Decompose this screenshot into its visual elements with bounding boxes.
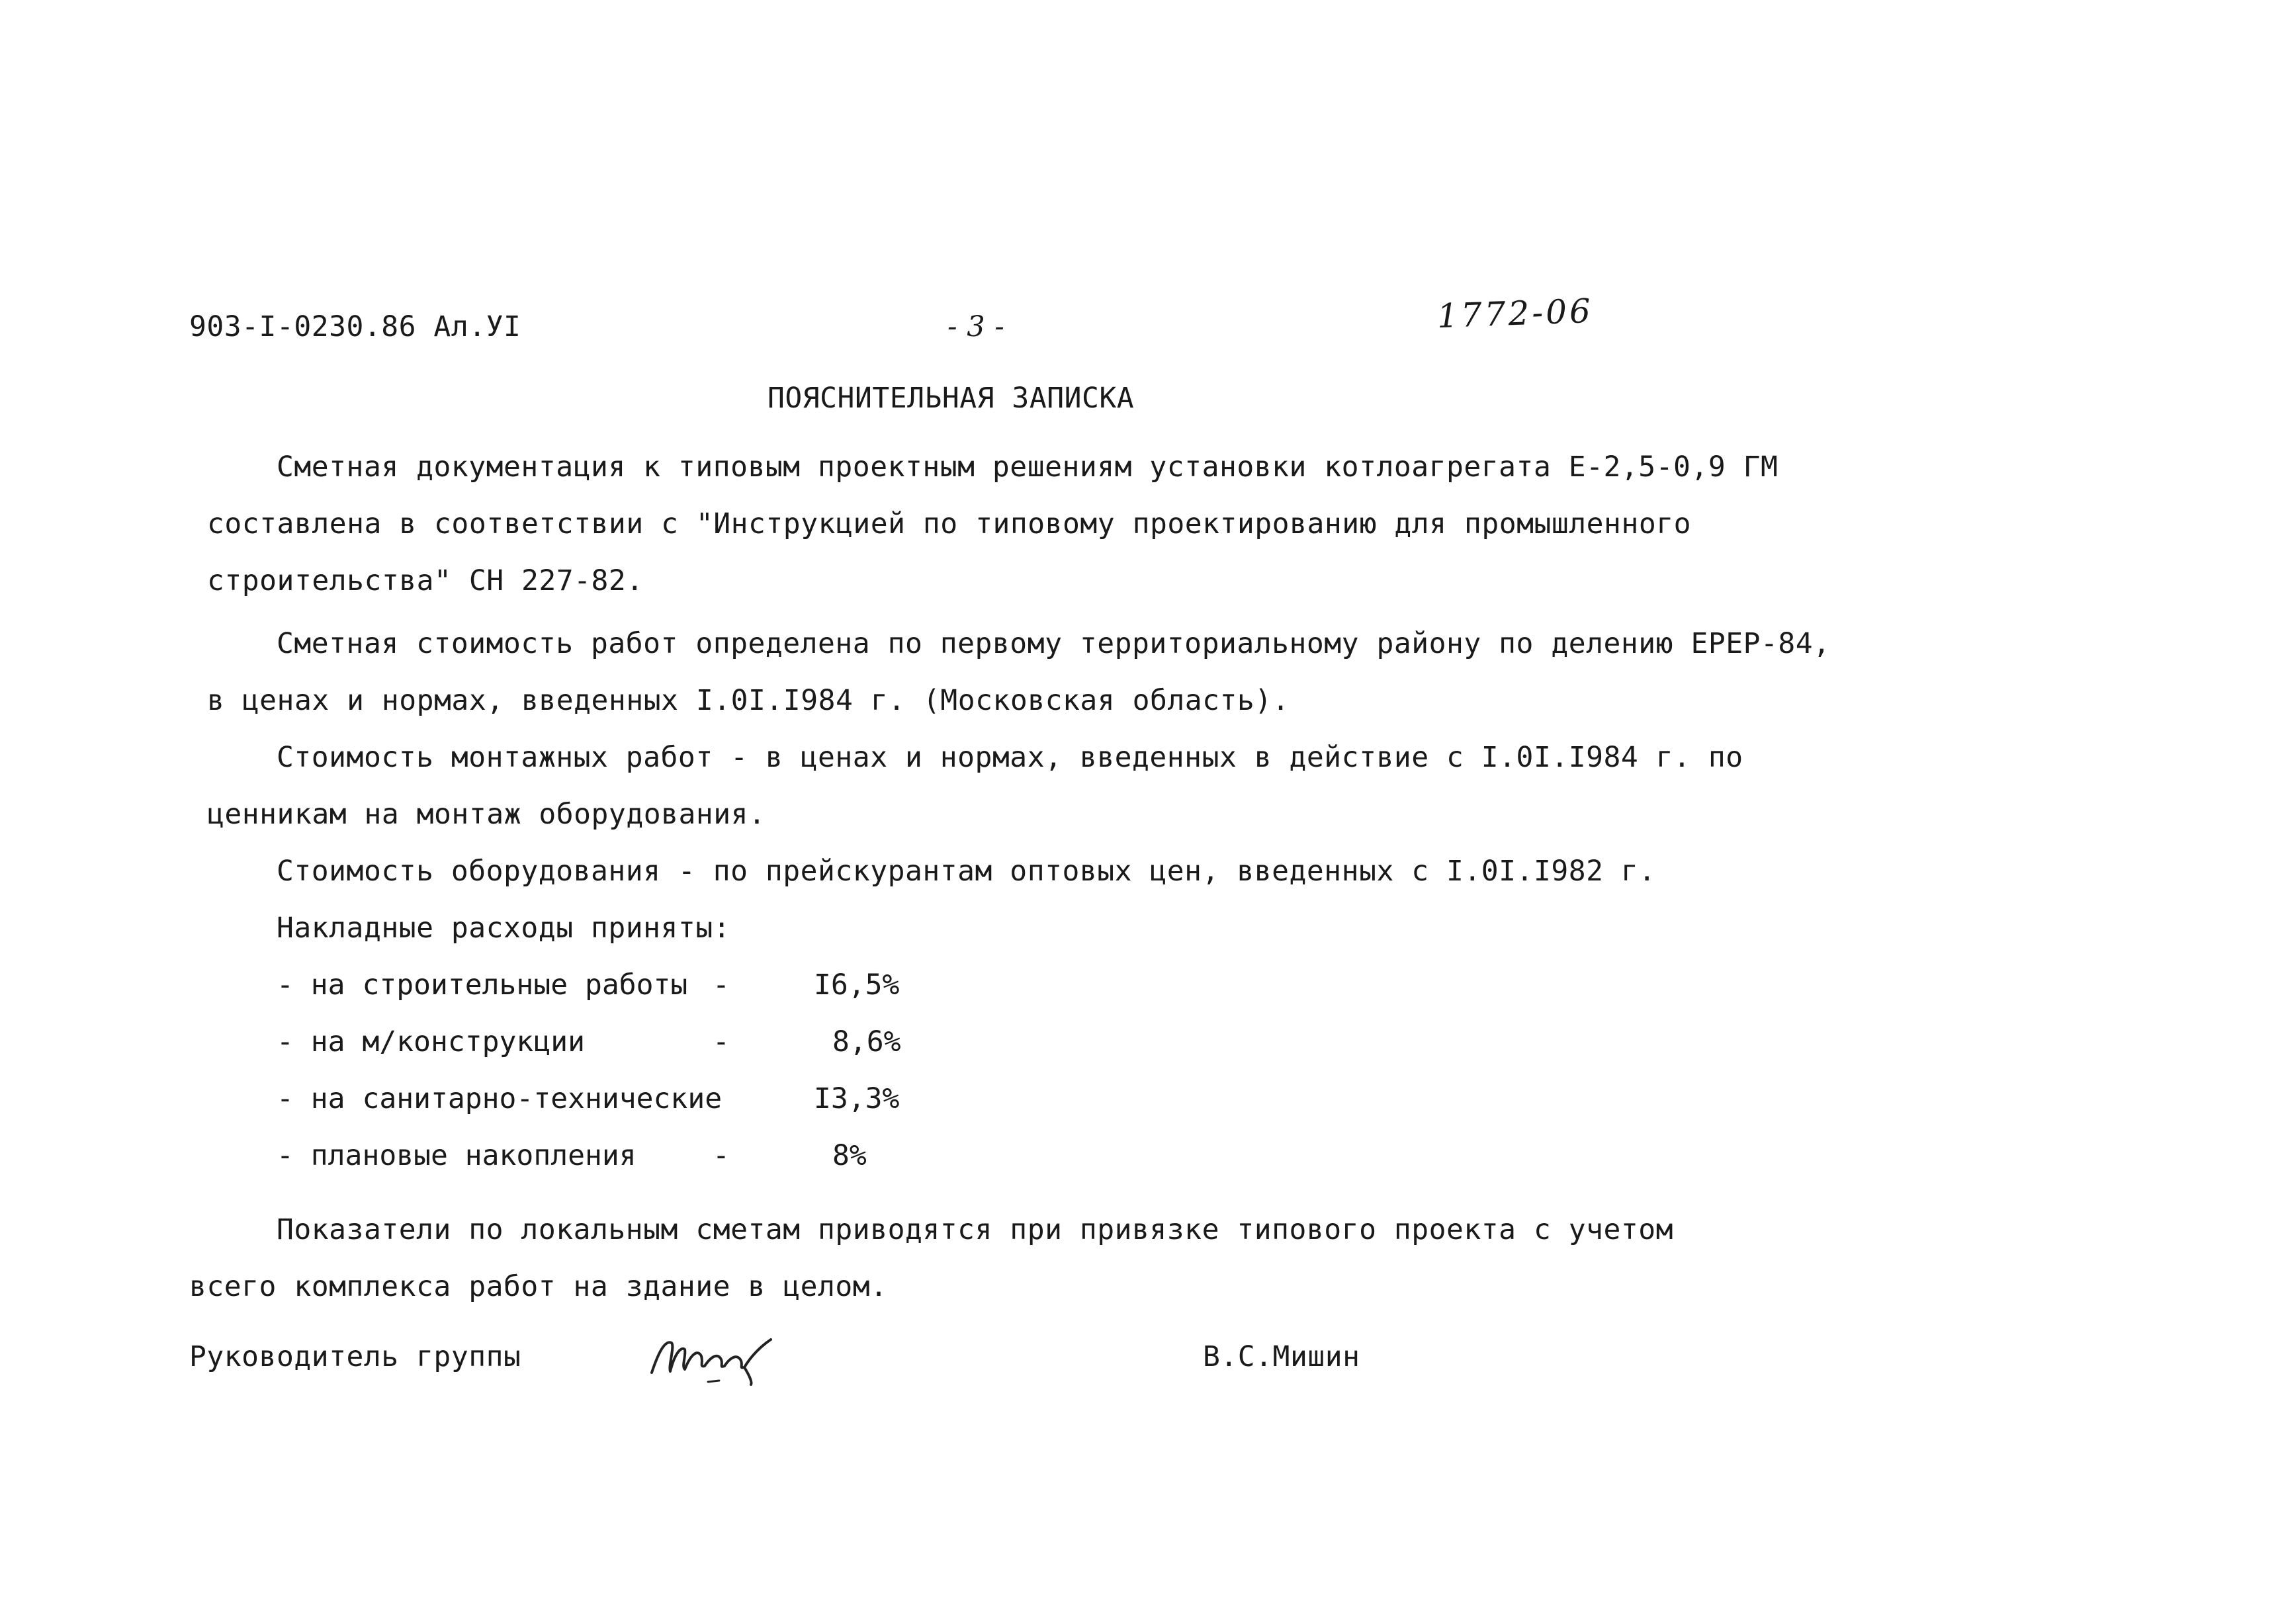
handwritten-code: 1772-06 bbox=[1436, 291, 1594, 336]
paragraph-line: Сметная стоимость работ определена по первому территориальному району по делению ЕРЕР-84, bbox=[277, 627, 1831, 660]
rate-value: I3,3% bbox=[814, 1082, 900, 1115]
paragraph-line: составлена в соответствии с "Инструкцией по типовому проектированию для промышленного bbox=[207, 507, 1691, 540]
page-number: - 3 - bbox=[947, 310, 1005, 343]
signatory-name: В.С.Мишин bbox=[1203, 1340, 1360, 1373]
rate-value: 8,6% bbox=[832, 1025, 901, 1058]
paragraph-line: строительства" СН 227-82. bbox=[207, 564, 644, 597]
paragraph-line: в ценах и нормах, введенных I.0I.I984 г. (Московская область). bbox=[207, 684, 1290, 717]
rate-dash: - bbox=[713, 968, 730, 1002]
paragraph-line: Сметная документация к типовым проектным решениям установки котлоагрегата Е-2,5-0,9 ГМ bbox=[277, 450, 1778, 484]
rate-label: - плановые накопления bbox=[277, 1139, 636, 1172]
signature-image bbox=[645, 1326, 791, 1386]
paragraph-line: Накладные расходы приняты: bbox=[277, 912, 731, 945]
rate-value: I6,5% bbox=[814, 968, 900, 1002]
signature-role: Руководитель группы bbox=[189, 1340, 521, 1373]
document-code: 903-I-0230.86 Ал.УI bbox=[189, 310, 521, 343]
rate-label: - на санитарно-технические bbox=[277, 1082, 723, 1115]
rate-dash: - bbox=[713, 1025, 730, 1058]
page-title: ПОЯСНИТЕЛЬНАЯ ЗАПИСКА bbox=[768, 382, 1135, 415]
paragraph-line: Стоимость оборудования - по прейскурантам оптовых цен, введенных с I.0I.I982 г. bbox=[277, 855, 1656, 888]
rate-label: - на м/конструкции bbox=[277, 1025, 585, 1058]
paragraph-line: Стоимость монтажных работ - в ценах и нормах, введенных в действие с I.0I.I984 г. по bbox=[277, 741, 1743, 774]
paragraph-line: ценникам на монтаж оборудования. bbox=[207, 798, 766, 831]
rate-value: 8% bbox=[832, 1139, 867, 1172]
rate-label: - на строительные работы bbox=[277, 968, 688, 1002]
rate-dash: - bbox=[713, 1139, 730, 1172]
paragraph-line: Показатели по локальным сметам приводятся при привязке типового проекта с учетом bbox=[277, 1213, 1674, 1246]
paragraph-line: всего комплекса работ на здание в целом. bbox=[189, 1270, 888, 1303]
